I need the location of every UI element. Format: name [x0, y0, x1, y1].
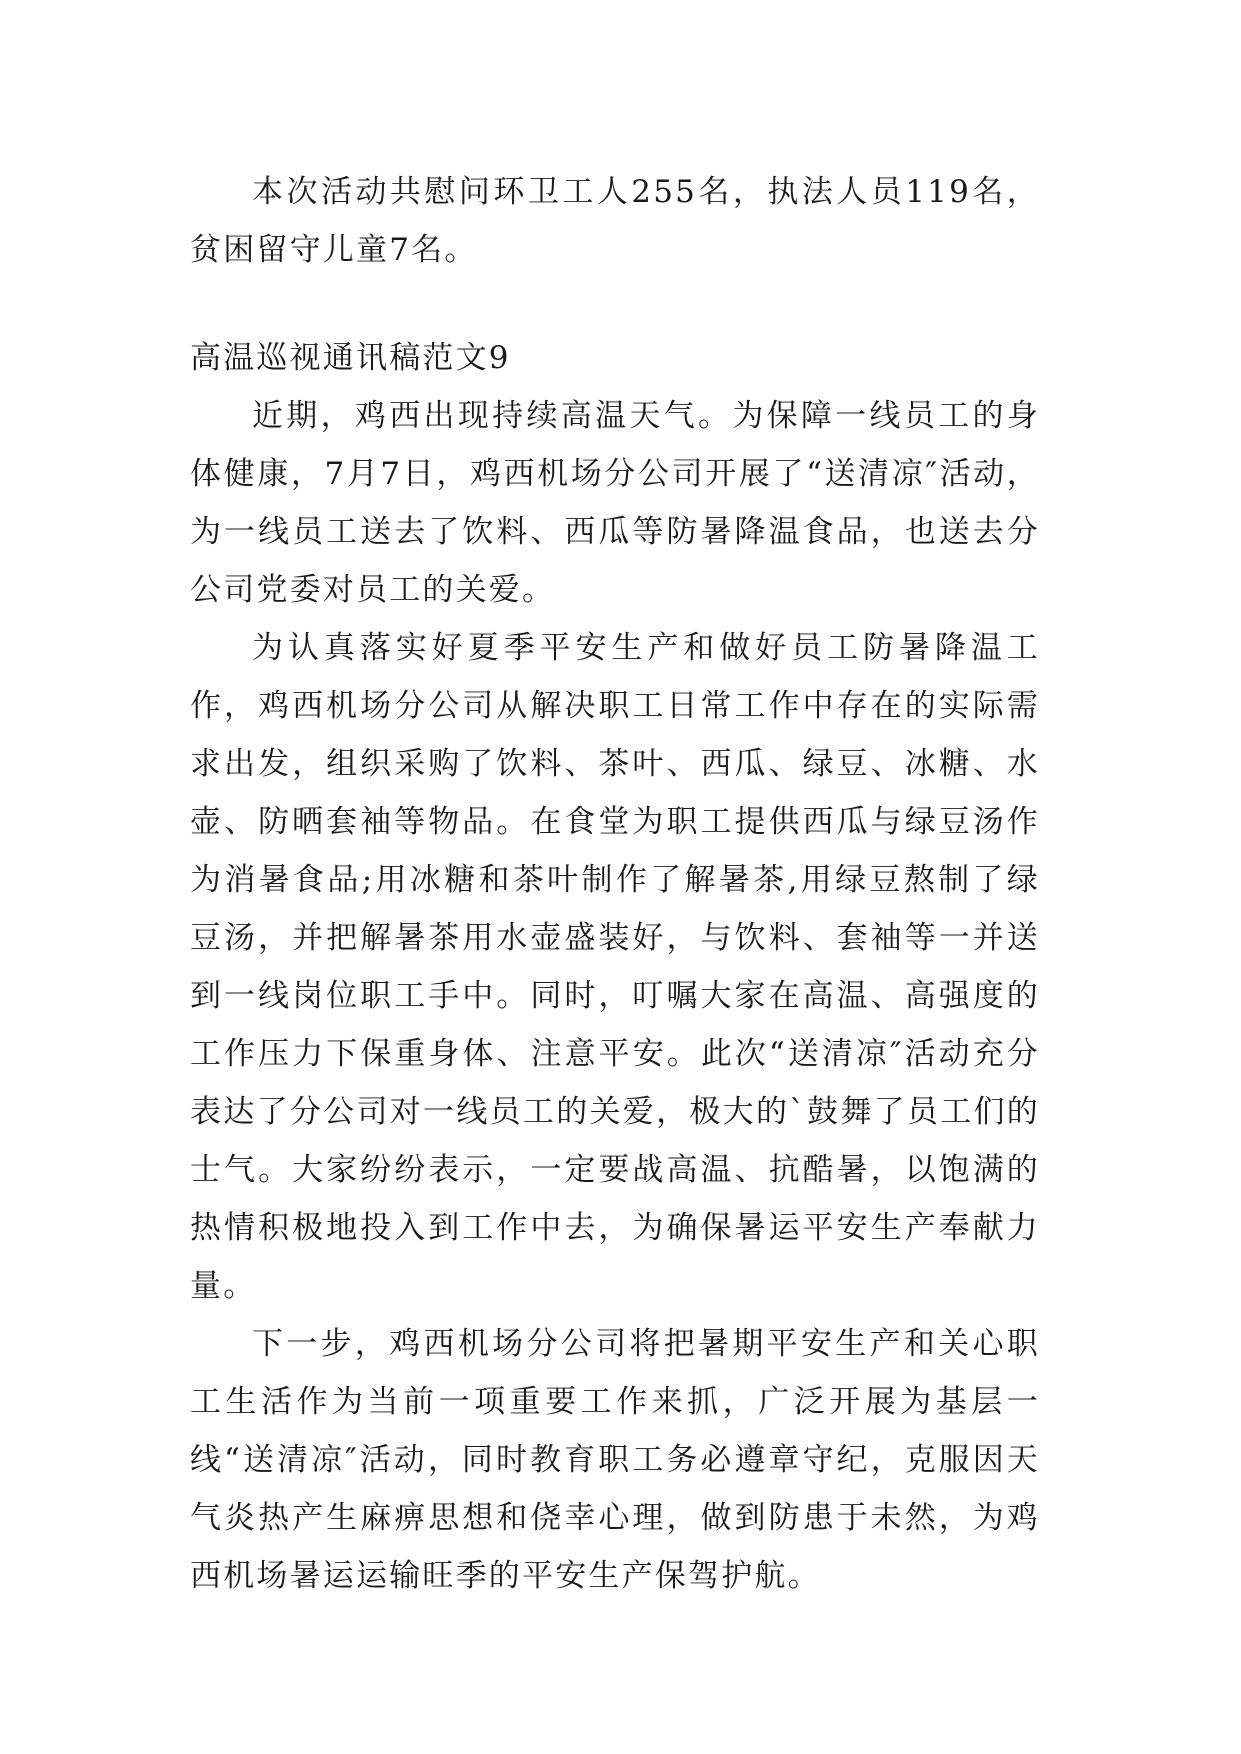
body-paragraph-2: 为认真落实好夏季平安生产和做好员工防暑降温工作，鸡西机场分公司从解决职工日常工作中存在的实际需求出发，组织采购了饮料、茶叶、西瓜、绿豆、冰糖、水壶、防晒套袖等物品。在食堂为职工提供西瓜与绿豆汤作为消暑食品;用冰糖和茶叶制作了解暑茶,用绿豆熬制了绿豆汤，并把解暑茶用水壶盛装好，与饮料、套袖等一并送到一线岗位职工手中。同时，叮嘱大家在高温、高强度的工作压力下保重身体、注意平安。此次“送清凉″活动充分表达了分公司对一线员工的关爱，极大的`鼓舞了员工们的士气。大家纷纷表示，一定要战高温、抗酷暑，以饱满的热情积极地投入到工作中去，为确保暑运平安生产奉献力量。	[190, 630, 1040, 1304]
section-title: 高温巡视通讯稿范文9	[190, 340, 511, 376]
body-paragraph-3: 下一步，鸡西机场分公司将把暑期平安生产和关心职工生活作为当前一项重要工作来抓，广泛开展为基层一线“送清凉″活动，同时教育职工务必遵章守纪，克服因天气炎热产生麻痹思想和侥幸心理，做到防患于未然，为鸡西机场暑运运输旺季的平安生产保驾护航。	[190, 1326, 1040, 1594]
document-body	[190, 163, 1040, 1605]
body-paragraph-1: 近期，鸡西出现持续高温天气。为保障一线员工的身体健康，7月7日，鸡西机场分公司开展了“送清凉″活动，为一线员工送去了饮料、西瓜等防暑降温食品，也送去分公司党委对员工的关爱。	[190, 398, 1040, 608]
lead-paragraph: 本次活动共慰问环卫工人255名，执法人员119名，贫困留守儿童7名。	[190, 174, 1040, 268]
